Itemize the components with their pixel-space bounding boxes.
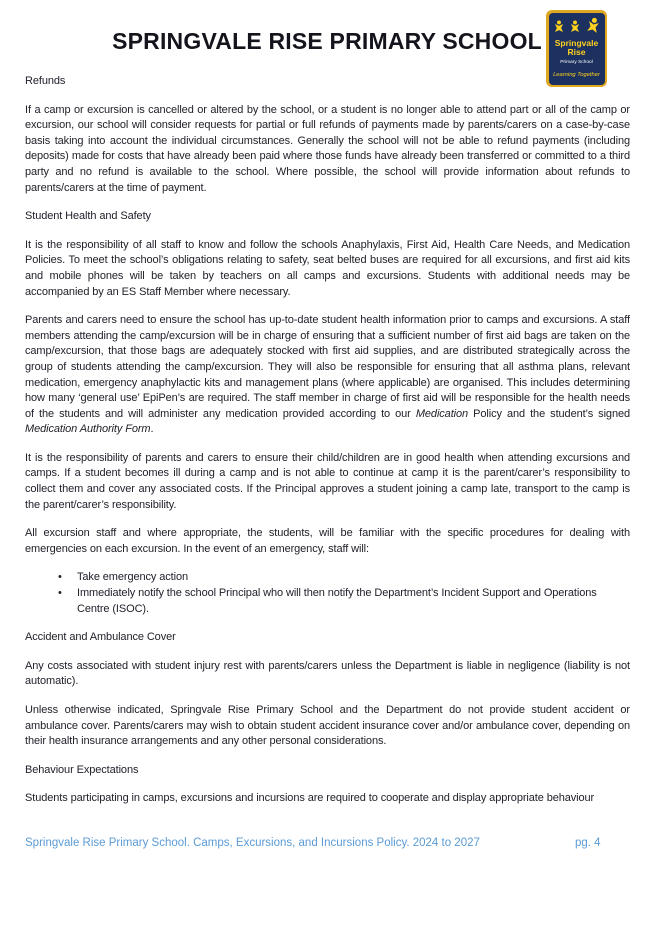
list-item: • Take emergency action xyxy=(25,570,630,586)
paragraph-accident-cover: Unless otherwise indicated, Springvale Rise Primary School and the Department do not provide student accident or ambulance cover. Parents/carers may wish to obtain student accident insurance cover and/or ambulance cover, depending on their health insurance arrangements and any other personal considerations. xyxy=(25,704,630,748)
page-title: SPRINGVALE RISE PRIMARY SCHOOL xyxy=(112,28,542,54)
paragraph-parents-responsibility: It is the responsibility of parents and carers to ensure their child/children are in good health when attending excursions and camps. If a student becomes ill during a camp and is not able to continue at camp it is the parent/carer’s responsibility to collect them and cover any associated costs. If the Principal approves a student joining a camp late, transport to the camp is the parent/carer’s responsibility. xyxy=(25,451,630,511)
logo-subtitle: Primary School xyxy=(560,59,593,65)
paragraph-first-aid-pre: Parents and carers need to ensure the school has up-to-date student health information prior to camps and excursions. A staff members attending the camp/excursion will be in charge of ensuring that a sufficient number of first aid bags are taken on the camp/excursion, that those bags are adequately stocked with first aid supplies, and are distributed strategically across the group of students attending the camp/excursion. They will also be responsible for ensuring that all asthma plans, relevant medication, emergency anaphylactic kits and management plans (where applicable) are organised. This includes determining how many ‘general use’ EpiPen’s are required. The staff member in charge of first aid will be responsible for the health needs of the students and will administer any medication provided according to our xyxy=(25,314,630,420)
heading-student-health-and-safety: Student Health and Safety xyxy=(25,210,151,223)
document-body xyxy=(25,71,631,807)
logo-name-line2: Rise xyxy=(567,46,586,57)
paragraph-first-aid-mid: Policy and the student’s signed xyxy=(468,407,631,420)
heading-behaviour-expectations: Behaviour Expectations xyxy=(25,763,139,776)
logo-school-name xyxy=(549,39,605,57)
emergency-steps-list xyxy=(25,570,630,617)
heading-refunds: Refunds xyxy=(25,75,66,87)
paragraph-behaviour: Students participating in camps, excursions and incursions are required to cooperate and display appropriate behaviour xyxy=(25,792,595,805)
medication-authority-form-italic: Medication Authority Form xyxy=(25,423,151,436)
paragraph-refunds: If a camp or excursion is cancelled or altered by the school, or a student is no longer able to attend part or all of the camp or excursion, our school will consider requests for partial or full refunds of payments made by parents/carers on a case-by-case basis taking into account the individual circumstances. Generally the school will not be able to refund payments (including deposits) made for costs that have already been paid where those funds have already been transferred or committed to a third party and no refund is available to the school. Where possible, the school will provide information about refunds to parents/carers at the time of payment. xyxy=(25,103,630,194)
paragraph-emergency-procedures: All excursion staff and where appropriate, the students, will be familiar with the specific procedures for dealing with emergencies on each excursion. In the event of an emergency, staff will: xyxy=(25,527,630,555)
paragraph-staff-responsibility: It is the responsibility of all staff to know and follow the schools Anaphylaxis, First Aid, Health Care Needs, and Medication Policies. To meet the school’s obligations relating to safety, seat belted buses are required for all excursions, and first aid kits and mobile phones will be taken by teachers on all camps and excursions. Students with additional needs may be accompanied by an ES Staff Member where necessary. xyxy=(25,238,630,298)
logo-name-line1: Springvale xyxy=(554,37,599,48)
footer-policy-title: Springvale Rise Primary School. Camps, Excursions, and Incursions Policy. 2024 to 2027 xyxy=(25,837,480,849)
heading-accident-and-ambulance-cover: Accident and Ambulance Cover xyxy=(25,631,176,644)
list-item: • Immediately notify the school Principal who will then notify the Department’s Incident Support and Operations Centre (ISOC). xyxy=(25,586,630,617)
paragraph-accident-costs: Any costs associated with student injury rest with parents/carers unless the Department is liable in negligence (liability is not automatic). xyxy=(25,659,630,688)
paragraph-first-aid-post: . xyxy=(150,423,154,436)
medication-policy-italic: Medication xyxy=(415,407,469,420)
logo-motto: Learning Together xyxy=(553,71,600,78)
page-footer xyxy=(25,836,630,851)
paragraph-first-aid xyxy=(25,313,630,438)
star-people-icon xyxy=(549,16,604,38)
footer-page-number: pg. 4 xyxy=(575,837,601,849)
